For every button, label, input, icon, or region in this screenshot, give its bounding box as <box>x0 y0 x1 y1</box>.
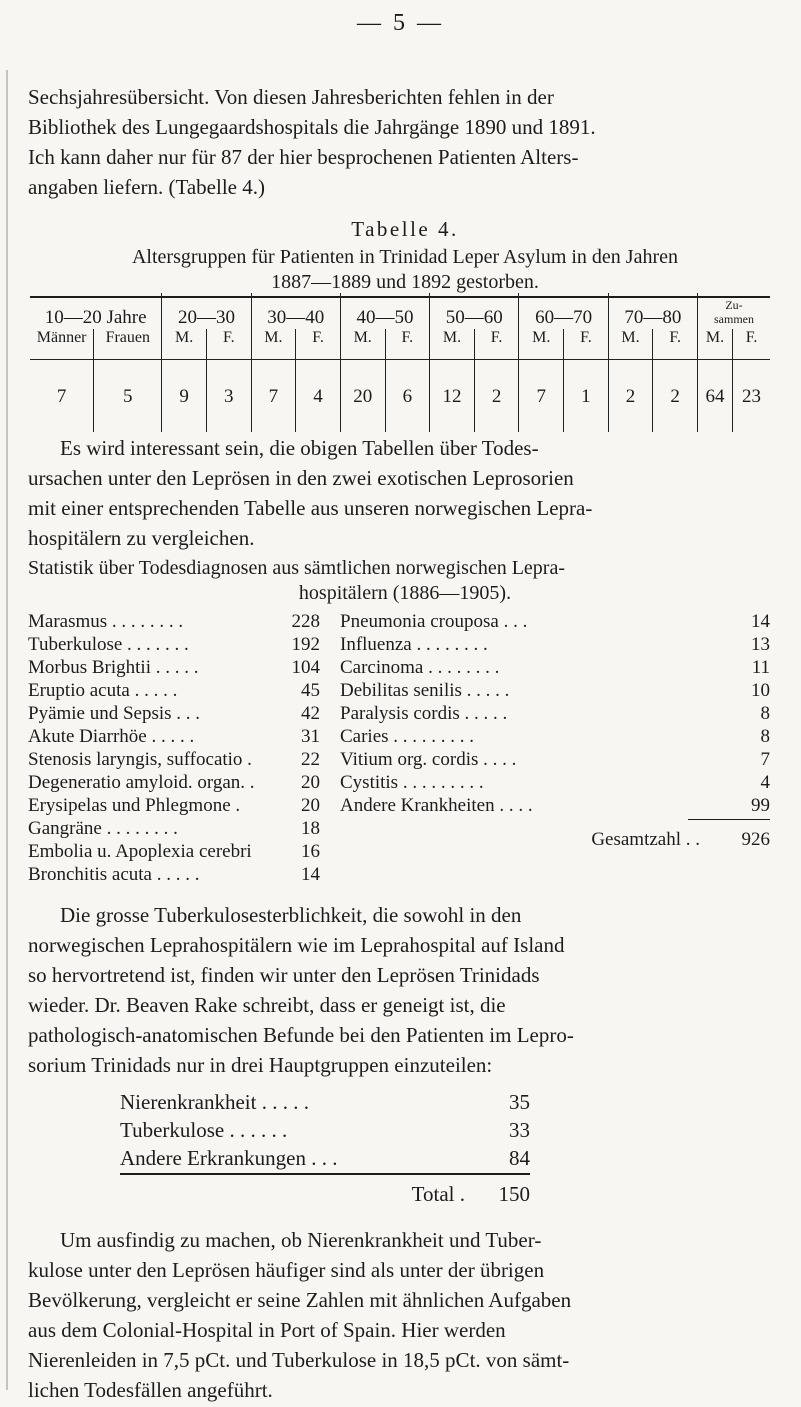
nephritis-paragraph <box>28 1225 782 1405</box>
item-name: Tuberkulose . . . . . . . <box>28 634 189 655</box>
text-line: wieder. Dr. Beaven Rake schreibt, dass er geneigt ist, die <box>28 993 506 1017</box>
rake-list <box>120 1088 530 1172</box>
item-value: 7 <box>760 749 770 770</box>
item-value: 8 <box>760 703 770 724</box>
text-line: so hervortretend ist, finden wir unter den Leprösen Trinidads <box>28 963 540 987</box>
subheader-m: M. <box>519 329 564 360</box>
item-name: Gangräne . . . . . . . . <box>28 818 178 839</box>
item-name: Paralysis cordis . . . . . <box>340 703 508 724</box>
subheader-f: F. <box>474 329 519 360</box>
item-value: 20 <box>301 795 320 816</box>
subheader-f: F. <box>564 329 609 360</box>
subheader-m: M. <box>162 329 207 360</box>
stat-title-line2: hospitälern (1886—1905). <box>298 582 512 604</box>
subheader-m: M. <box>430 329 475 360</box>
value-cell: 5 <box>94 386 162 432</box>
stat-total <box>340 828 770 851</box>
item-value: 31 <box>301 726 320 747</box>
item-name: Tuberkulose . . . . . . <box>120 1118 288 1142</box>
value-cell: 20 <box>340 386 385 432</box>
text-line: Um ausfindig zu machen, ob Nierenkrankheit und Tuber- <box>60 1228 542 1252</box>
item-name: Akute Diarrhöe . . . . . <box>28 726 195 747</box>
text-line: pathologisch-anatomischen Befunde bei den Patienten im Lepro- <box>28 1023 574 1047</box>
item-name: Eruptio acuta . . . . . <box>28 680 178 701</box>
item-value: 84 <box>509 1146 530 1170</box>
item-value: 104 <box>291 657 320 678</box>
item-name: Andere Krankheiten . . . . <box>340 795 533 816</box>
text-line: lichen Todesfällen angeführt. <box>28 1378 273 1402</box>
value-cell: 23 <box>733 386 770 432</box>
list-item <box>28 702 320 725</box>
list-item <box>340 656 770 679</box>
list-item <box>340 794 770 817</box>
item-value: 20 <box>301 772 320 793</box>
text-line: kulose unter den Leprösen häufiger sind als unter der übrigen <box>28 1258 545 1282</box>
value-cell: 6 <box>385 386 430 432</box>
item-name: Embolia u. Apoplexia cerebri <box>28 841 252 862</box>
header-50-60: 50—60 <box>430 293 519 329</box>
subheader-f: F. <box>206 329 251 360</box>
subheader-m: M. <box>340 329 385 360</box>
item-value: 228 <box>291 611 320 632</box>
value-cell: 9 <box>162 386 207 432</box>
stat-left-list <box>28 610 320 886</box>
text-line: Nierenleiden in 7,5 pCt. und Tuberkulose in 18,5 pCt. von sämt- <box>28 1348 570 1372</box>
item-name: Pyämie und Sepsis . . . <box>28 703 201 724</box>
text-line: Die grosse Tuberkulosesterblichkeit, die sowohl in den <box>60 903 522 927</box>
item-value: 192 <box>291 634 320 655</box>
item-value: 22 <box>301 749 320 770</box>
item-name: Erysipelas und Phlegmone . <box>28 795 241 816</box>
header-zusammen: Zu- sammen <box>698 293 771 329</box>
list-item <box>28 794 320 817</box>
value-cell: 1 <box>564 386 609 432</box>
item-name: Vitium org. cordis . . . . <box>340 749 517 770</box>
text-line: sorium Trinidads nur in drei Hauptgruppen einzuteilen: <box>28 1053 493 1077</box>
item-value: 13 <box>751 634 770 655</box>
subheader-f: F. <box>653 329 698 360</box>
value-cell: 12 <box>430 386 475 432</box>
value-cell: 7 <box>519 386 564 432</box>
list-item <box>28 725 320 748</box>
list-item <box>28 679 320 702</box>
tuberculosis-paragraph <box>28 900 782 1080</box>
item-value: 35 <box>509 1090 530 1114</box>
page-edge-shadow <box>6 70 8 1390</box>
header-20-30: 20—30 <box>162 293 251 329</box>
stat-total-rule <box>688 819 770 820</box>
item-name: Debilitas senilis . . . . . <box>340 680 510 701</box>
text-line: Sechsjahresübersicht. Von diesen Jahresberichten fehlen in der <box>28 85 554 109</box>
text-line: mit einer entsprechenden Tabelle aus unseren norwegischen Lepra- <box>28 496 593 520</box>
comparison-paragraph <box>28 433 782 553</box>
header-40-50: 40—50 <box>340 293 429 329</box>
header-30-40: 30—40 <box>251 293 340 329</box>
item-name: Cystitis . . . . . . . . . <box>340 772 484 793</box>
intro-paragraph <box>28 82 782 202</box>
page-number: — 5 — <box>357 10 444 36</box>
text-line: ursachen unter den Leprösen in den zwei exotischen Leprosorien <box>28 466 574 490</box>
list-item <box>340 725 770 748</box>
list-item <box>340 679 770 702</box>
stat-total-label: Gesamtzahl . . <box>591 829 700 850</box>
header-60-70: 60—70 <box>519 293 608 329</box>
text-line: Es wird interessant sein, die obigen Tabellen über Todes- <box>60 436 539 460</box>
list-item <box>28 656 320 679</box>
value-cell: 2 <box>608 386 653 432</box>
item-value: 16 <box>301 841 320 862</box>
subheader-frauen: Frauen <box>94 329 162 360</box>
stat-right-list <box>340 610 770 817</box>
list-item <box>340 748 770 771</box>
value-cell: 7 <box>56 386 67 407</box>
subheader-f: F. <box>385 329 430 360</box>
text-line: Bevölkerung, vergleicht er seine Zahlen mit ähnlichen Aufgaben <box>28 1288 572 1312</box>
item-value: 33 <box>509 1118 530 1142</box>
rake-total-rule <box>120 1173 530 1175</box>
value-cell: 2 <box>474 386 519 432</box>
text-line: Ich kann daher nur für 87 der hier besprochenen Patienten Alters- <box>28 145 579 169</box>
item-name: Degeneratio amyloid. organ. . <box>28 772 255 793</box>
list-item <box>28 840 320 863</box>
subheader-f: F. <box>296 329 341 360</box>
list-item <box>120 1144 530 1172</box>
item-value: 42 <box>301 703 320 724</box>
list-item <box>28 748 320 771</box>
subheader-maenner: Männer <box>30 329 94 360</box>
item-value: 11 <box>751 657 770 678</box>
rake-total-label: Total . <box>411 1182 465 1206</box>
text-line: Bibliothek des Lungegaardshospitals die Jahrgänge 1890 und 1891. <box>28 115 596 139</box>
list-item <box>340 771 770 794</box>
rake-total <box>120 1180 530 1208</box>
item-value: 99 <box>751 795 770 816</box>
list-item <box>28 610 320 633</box>
value-cell: 64 <box>698 386 733 432</box>
text-line: norwegischen Leprahospitälern wie im Leprahospital auf Island <box>28 933 565 957</box>
subheader-m: M. <box>698 329 733 360</box>
item-name: Stenosis laryngis, suffocatio . <box>28 749 252 770</box>
list-item <box>28 863 320 886</box>
item-value: 10 <box>751 680 770 701</box>
list-item <box>340 702 770 725</box>
list-item <box>120 1088 530 1116</box>
item-name: Nierenkrankheit . . . . . <box>120 1090 309 1114</box>
item-value: 14 <box>301 864 320 885</box>
stat-total-value: 926 <box>741 829 770 850</box>
item-name: Influenza . . . . . . . . <box>340 634 488 655</box>
item-value: 45 <box>301 680 320 701</box>
list-item <box>340 633 770 656</box>
item-name: Andere Erkrankungen . . . <box>120 1146 338 1170</box>
list-item <box>28 633 320 656</box>
header-10-20: 10—20 Jahre <box>44 307 147 328</box>
item-value: 4 <box>760 772 770 793</box>
item-name: Bronchitis acuta . . . . . <box>28 864 200 885</box>
item-name: Morbus Brightii . . . . . <box>28 657 199 678</box>
item-name: Carcinoma . . . . . . . . <box>340 657 500 678</box>
rake-total-value: 150 <box>498 1182 530 1206</box>
item-name: Caries . . . . . . . . . <box>340 726 475 747</box>
item-name: Marasmus . . . . . . . . <box>28 611 184 632</box>
item-value: 14 <box>751 611 770 632</box>
table4-caption-line2: 1887—1889 und 1892 gestorben. <box>271 271 539 293</box>
subheader-m: M. <box>251 329 296 360</box>
list-item <box>28 771 320 794</box>
value-cell: 4 <box>296 386 341 432</box>
table4-caption-line1: Altersgruppen für Patienten in Trinidad Leper Asylum in den Jahren <box>131 246 678 268</box>
list-item <box>28 817 320 840</box>
text-line: angaben liefern. (Tabelle 4.) <box>28 175 265 199</box>
value-cell: 3 <box>206 386 251 432</box>
stat-title-line1: Statistik über Todesdiagnosen aus sämtlichen norwegischen Lepra- <box>28 557 565 579</box>
text-line: hospitälern zu vergleichen. <box>28 526 255 550</box>
subheader-m: M. <box>608 329 653 360</box>
value-cell: 2 <box>653 386 698 432</box>
list-item <box>120 1116 530 1144</box>
item-value: 8 <box>760 726 770 747</box>
list-item <box>340 610 770 633</box>
header-70-80: 70—80 <box>608 293 697 329</box>
value-cell: 7 <box>251 386 296 432</box>
item-value: 18 <box>301 818 320 839</box>
item-name: Pneumonia crouposa . . . <box>340 611 528 632</box>
subheader-f: F. <box>733 329 770 360</box>
text-line: aus dem Colonial-Hospital in Port of Spain. Hier werden <box>28 1318 506 1342</box>
table4 <box>30 293 770 432</box>
table4-label: Tabelle 4. <box>351 217 459 241</box>
